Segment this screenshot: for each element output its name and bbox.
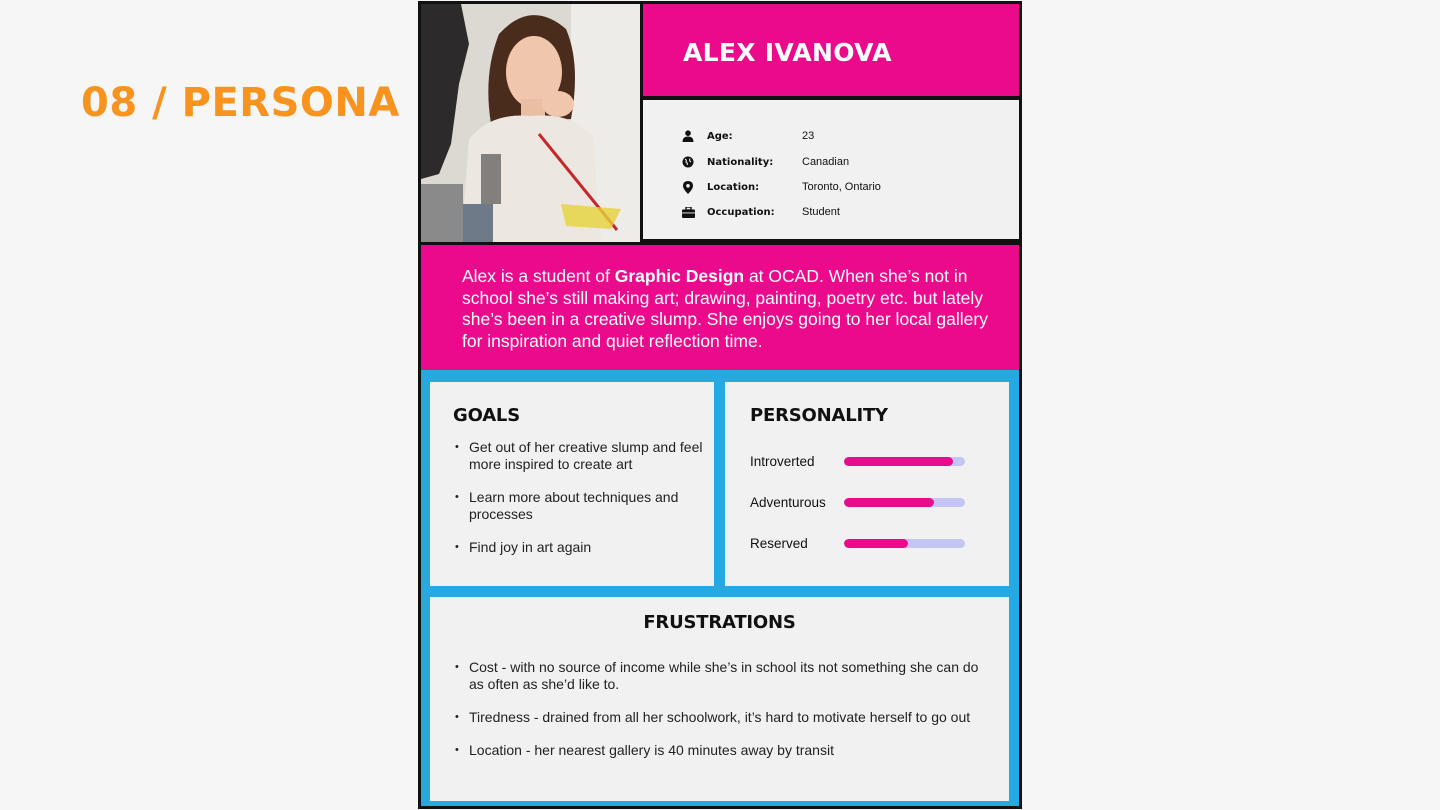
persona-photo (421, 4, 640, 242)
info-row-location: Location: Toronto, Ontario (681, 178, 881, 196)
slide-title: 08 / PERSONA (81, 80, 400, 126)
personality-heading: PERSONALITY (750, 405, 888, 426)
trait-row: Adventurous (750, 493, 965, 511)
trait-row: Reserved (750, 534, 965, 552)
frustrations-list (453, 659, 983, 775)
goals-list (453, 439, 703, 572)
location-pin-icon (681, 180, 695, 194)
goals-panel (430, 382, 714, 586)
info-row-age: Age: 23 (681, 127, 814, 145)
list-item: • Location - her nearest gallery is 40 minutes away by transit (453, 742, 983, 759)
info-row-nationality: Nationality: Canadian (681, 153, 849, 171)
briefcase-icon (681, 205, 695, 219)
info-row-occupation: Occupation: Student (681, 203, 840, 221)
frustrations-heading: FRUSTRATIONS (643, 612, 796, 633)
list-item: • Learn more about techniques and processes (453, 489, 703, 523)
persona-card (418, 1, 1022, 809)
bio-panel (421, 242, 1019, 370)
trait-bar (844, 457, 965, 466)
list-item: • Cost - with no source of income while she’s in school its not something she can do as often as she’d like to. (453, 659, 983, 693)
frustrations-panel (430, 597, 1009, 801)
personality-panel (725, 382, 1009, 586)
list-item: • Tiredness - drained from all her schoolwork, it’s hard to motivate herself to go out (453, 709, 983, 726)
persona-name: ALEX IVANOVA (683, 38, 892, 67)
goals-heading: GOALS (453, 405, 520, 426)
trait-fill (844, 498, 934, 507)
trait-fill (844, 539, 908, 548)
trait-bar (844, 498, 965, 507)
person-icon (681, 129, 695, 143)
trait-row: Introverted (750, 452, 965, 470)
list-item: • Find joy in art again (453, 539, 703, 556)
trait-fill (844, 457, 953, 466)
list-item: • Get out of her creative slump and feel more inspired to create art (453, 439, 703, 473)
bio-text: Alex is a student of Graphic Design at OCAD. When she’s not in school she’s still making art; drawing, painting, poetry etc. but lately she’s been in a creative slump. She enjoys going to her local gallery for inspiration and quiet reflection time. (462, 266, 988, 351)
name-header (640, 4, 1019, 99)
trait-bar (844, 539, 965, 548)
globe-icon (681, 155, 695, 169)
info-panel (640, 99, 1019, 242)
